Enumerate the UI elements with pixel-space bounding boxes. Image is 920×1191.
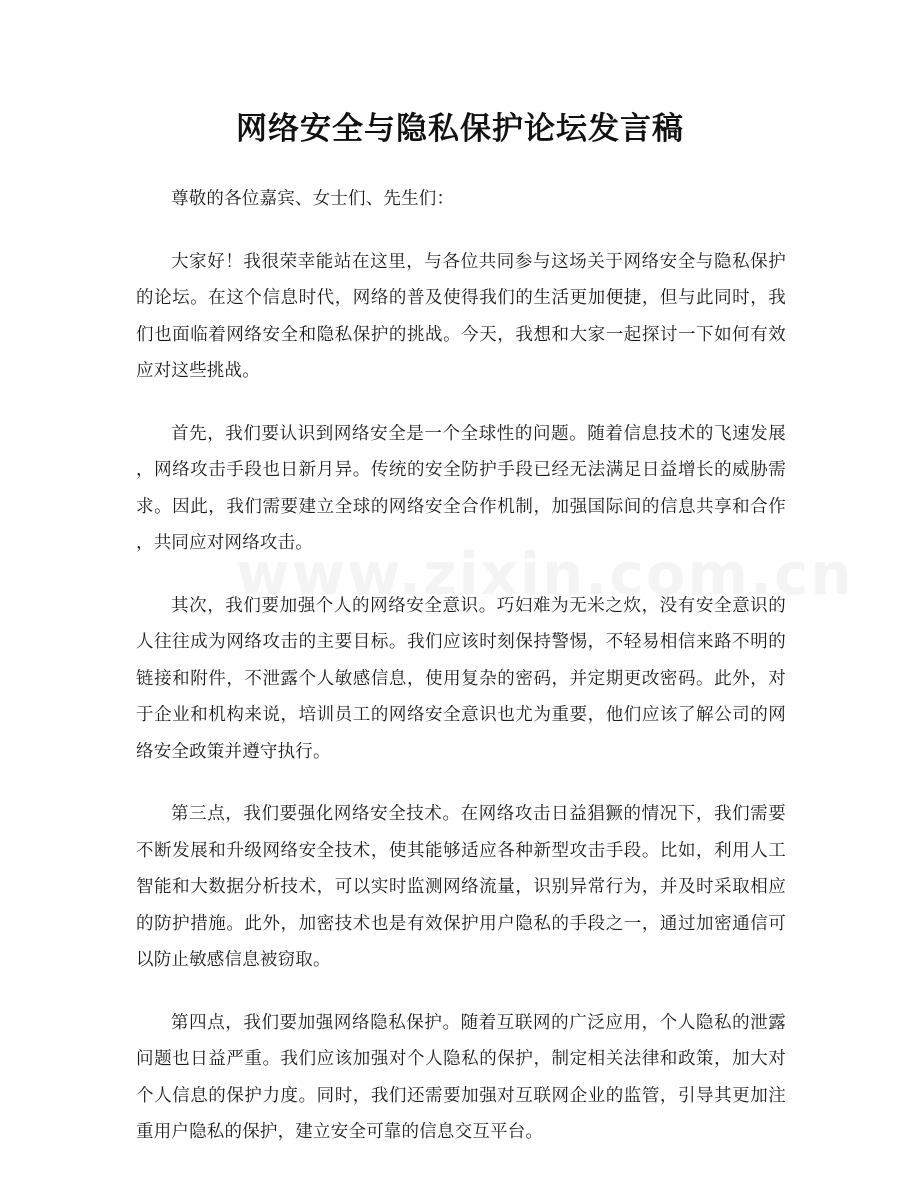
paragraph-intro <box>136 244 786 390</box>
paragraph-line: 应对这些挑战。 <box>136 361 260 381</box>
paragraph-line: 络安全政策并遵守执行。 <box>136 741 331 762</box>
paragraph-line: 们也面临着网络安全和隐私保护的挑战。今天，我想和大家一起探讨一下如何有效 <box>136 324 786 345</box>
paragraph-line: 于企业和机构来说，培训员工的网络安全意识也尤为重要，他们应该了解公司的网 <box>136 705 786 725</box>
paragraph-line: 链接和附件，不泄露个人敏感信息，使用复杂的密码，并定期更改密码。此外，对 <box>136 668 786 689</box>
paragraph-line: 个人信息的保护力度。同时，我们还需要加强对互联网企业的监管，引导其更加注 <box>136 1085 786 1106</box>
paragraph-line: 大家好！我很荣幸能站在这里，与各位共同参与这场关于网络安全与隐私保护 <box>171 251 786 272</box>
paragraph-line: 问题也日益严重。我们应该加强对个人隐私的保护，制定相关法律和政策，加大对 <box>136 1049 786 1069</box>
paragraph-line: 第四点，我们要加强网络隐私保护。随着互联网的广泛应用，个人隐私的泄露 <box>171 1012 786 1033</box>
paragraph-line: 求。因此，我们需要建立全球的网络安全合作机制，加强国际间的信息共享和合作 <box>136 496 786 517</box>
paragraph-line: 重用户隐私的保护，建立安全可靠的信息交互平台。 <box>136 1122 544 1142</box>
paragraph-fourth-point <box>136 1005 786 1151</box>
paragraph-line: 第三点，我们要强化网络安全技术。在网络攻击日益猖獗的情况下，我们需要 <box>171 804 786 824</box>
paragraph-line: 不断发展和升级网络安全技术，使其能够适应各种新型攻击手段。比如，利用人工 <box>136 840 786 861</box>
paragraph-line: 其次，我们要加强个人的网络安全意识。巧妇难为无米之炊，没有安全意识的 <box>171 595 786 616</box>
greeting-paragraph <box>136 181 786 218</box>
paragraph-second-point <box>136 588 786 771</box>
paragraph-line: 的防护措施。此外，加密技术也是有效保护用户隐私的手段之一，通过加密通信可 <box>136 913 786 934</box>
paragraph-line: ，共同应对网络攻击。 <box>136 533 313 553</box>
paragraph-line: 人往往成为网络攻击的主要目标。我们应该时刻保持警惕，不轻易相信来路不明的 <box>136 632 786 652</box>
paragraph-first-point <box>136 416 786 562</box>
paragraph-line: 以防止敏感信息被窃取。 <box>136 950 331 970</box>
document-title: 网络安全与隐私保护论坛发言稿 <box>236 111 684 147</box>
paragraph-line: 的论坛。在这个信息时代，网络的普及使得我们的生活更加便捷，但与此同时，我 <box>136 288 786 308</box>
greeting-line: 尊敬的各位嘉宾、女士们、先生们： <box>171 189 455 209</box>
document-body <box>136 181 786 1177</box>
paragraph-third-point <box>136 796 786 979</box>
paragraph-line: 智能和大数据分析技术，可以实时监测网络流量，识别异常行为，并及时采取相应 <box>136 877 786 897</box>
paragraph-line: ，网络攻击手段也日新月异。传统的安全防护手段已经无法满足日益增长的威胁需 <box>136 460 786 480</box>
paragraph-line: 首先，我们要认识到网络安全是一个全球性的问题。随着信息技术的飞速发展 <box>171 423 786 444</box>
